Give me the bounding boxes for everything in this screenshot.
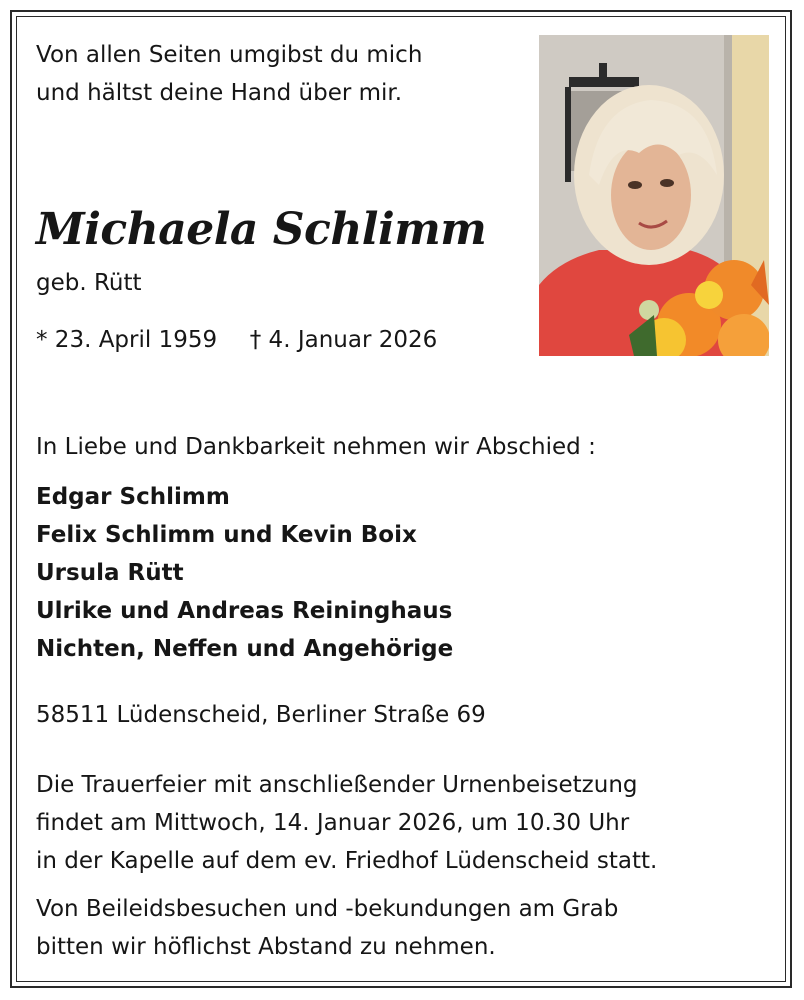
mourner-name: Ursula Rütt <box>36 560 184 586</box>
birth-date: * 23. April 1959 <box>36 327 218 353</box>
deceased-name: Michaela Schlimm <box>36 204 487 255</box>
mourner-name: Edgar Schlimm <box>36 484 230 510</box>
mourner-name: Felix Schlimm und Kevin Boix <box>36 522 417 548</box>
death-date: † 4. Januar 2026 <box>249 327 438 353</box>
mourner-name: Nichten, Neffen und Angehörige <box>36 636 454 662</box>
farewell-intro: In Liebe und Dankbarkeit nehmen wir Abschied : <box>36 434 596 460</box>
mourners-list <box>36 478 453 668</box>
condolence-note <box>36 890 618 966</box>
funeral-service-info <box>36 766 657 880</box>
verse-line-2: und hältst deine Hand über mir. <box>36 80 403 106</box>
mourner-name: Ulrike und Andreas Reininghaus <box>36 598 453 624</box>
service-line-3: in der Kapelle auf dem ev. Friedhof Lüdenscheid statt. <box>36 848 658 874</box>
life-dates <box>36 321 437 359</box>
family-address: 58511 Lüdenscheid, Berliner Straße 69 <box>36 702 486 728</box>
portrait-photo <box>539 35 769 356</box>
service-line-2: findet am Mittwoch, 14. Januar 2026, um 10.30 Uhr <box>36 810 630 836</box>
service-line-1: Die Trauerfeier mit anschließender Urnenbeisetzung <box>36 772 638 798</box>
note-line-2: bitten wir höflichst Abstand zu nehmen. <box>36 934 496 960</box>
maiden-name: geb. Rütt <box>36 270 142 296</box>
verse-line-1: Von allen Seiten umgibst du mich <box>36 42 423 68</box>
bible-verse <box>36 36 422 112</box>
note-line-1: Von Beileidsbesuchen und -bekundungen am Grab <box>36 896 619 922</box>
